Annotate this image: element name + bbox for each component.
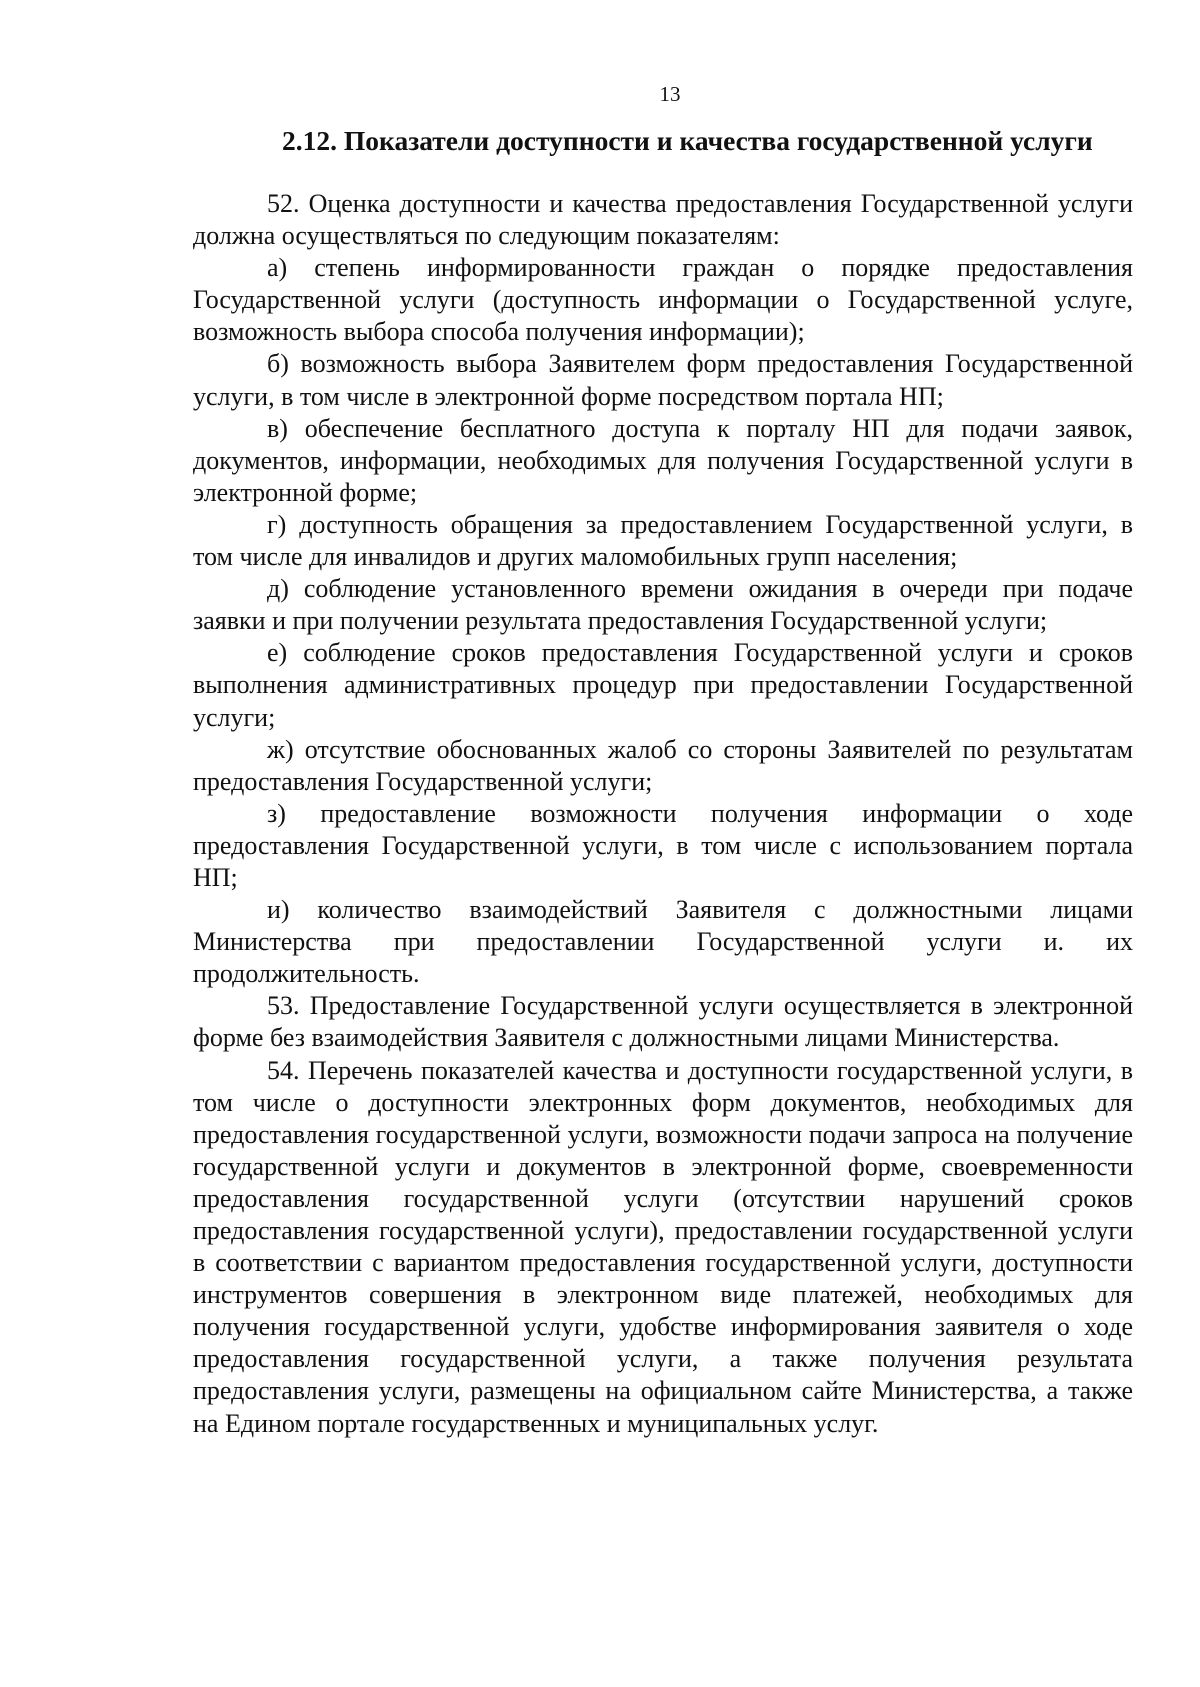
paragraph-53: 53. Предоставление Государственной услуги осуществляется в электронной форме без взаимодействия Заявителя с должностными лицами Министерства. [193,991,1133,1053]
section-title: 2.12. Показатели доступности и качества государственной услуги [282,125,1093,156]
list-item-e: е) соблюдение сроков предоставления Государственной услуги и сроков выполнения административных процедур при предоставлении Государственной услуги; [193,638,1133,732]
list-item-d: д) соблюдение установленного времени ожидания в очереди при подаче заявки и при получении результата предоставления Государственной услуги; [193,574,1133,636]
list-item-zh: ж) отсутствие обоснованных жалоб со стороны Заявителей по результатам предоставления Государственной услуги; [193,734,1133,796]
list-item-a: а) степень информированности граждан о порядке предоставления Государственной услуги (доступность информации о Государственной услуге, возможность выбора способа получения информации); [193,253,1133,347]
document-body [193,188,1133,1440]
list-item-z: з) предоставление возможности получения информации о ходе предоставления Государственной услуги, в том числе с использованием портала НП; [193,798,1133,892]
paragraph-54: 54. Перечень показателей качества и доступности государственной услуги, в том числе о доступности электронных форм документов, необходимых для предоставления государственной услуги, возможности подачи запроса на получение государственной услуги и документов в электронной форме, своевременности предоставления государственной услуги (отсутствии нарушений сроков предоставления государственной услуги), предоставлении государственной услуги в соответствии с вариантом предоставления государственной услуги, доступности инструментов совершения в электронном виде платежей, необходимых для получения государственной услуги, удобстве информирования заявителя о ходе предоставления государственной услуги, а также получения результата предоставления услуги, размещены на официальном сайте Министерства, а также на Едином портале государственных и муниципальных услуг. [193,1055,1133,1438]
list-item-g: г) доступность обращения за предоставлением Государственной услуги, в том числе для инвалидов и других маломобильных групп населения; [193,509,1133,572]
list-item-i: и) количество взаимодействий Заявителя с должностными лицами Министерства при предоставлении Государственной услуги и. их продолжительность. [193,895,1133,989]
list-item-b: б) возможность выбора Заявителем форм предоставления Государственной услуги, в том числе в электронной форме посредством портала НП; [193,349,1133,411]
page-number: 13 [659,82,681,106]
paragraph-52: 52. Оценка доступности и качества предоставления Государственной услуги должна осуществляться по следующим показателям: [193,189,1133,251]
list-item-v: в) обеспечение бесплатного доступа к порталу НП для подачи заявок, документов, информации, необходимых для получения Государственной услуги в электронной форме; [193,413,1133,507]
